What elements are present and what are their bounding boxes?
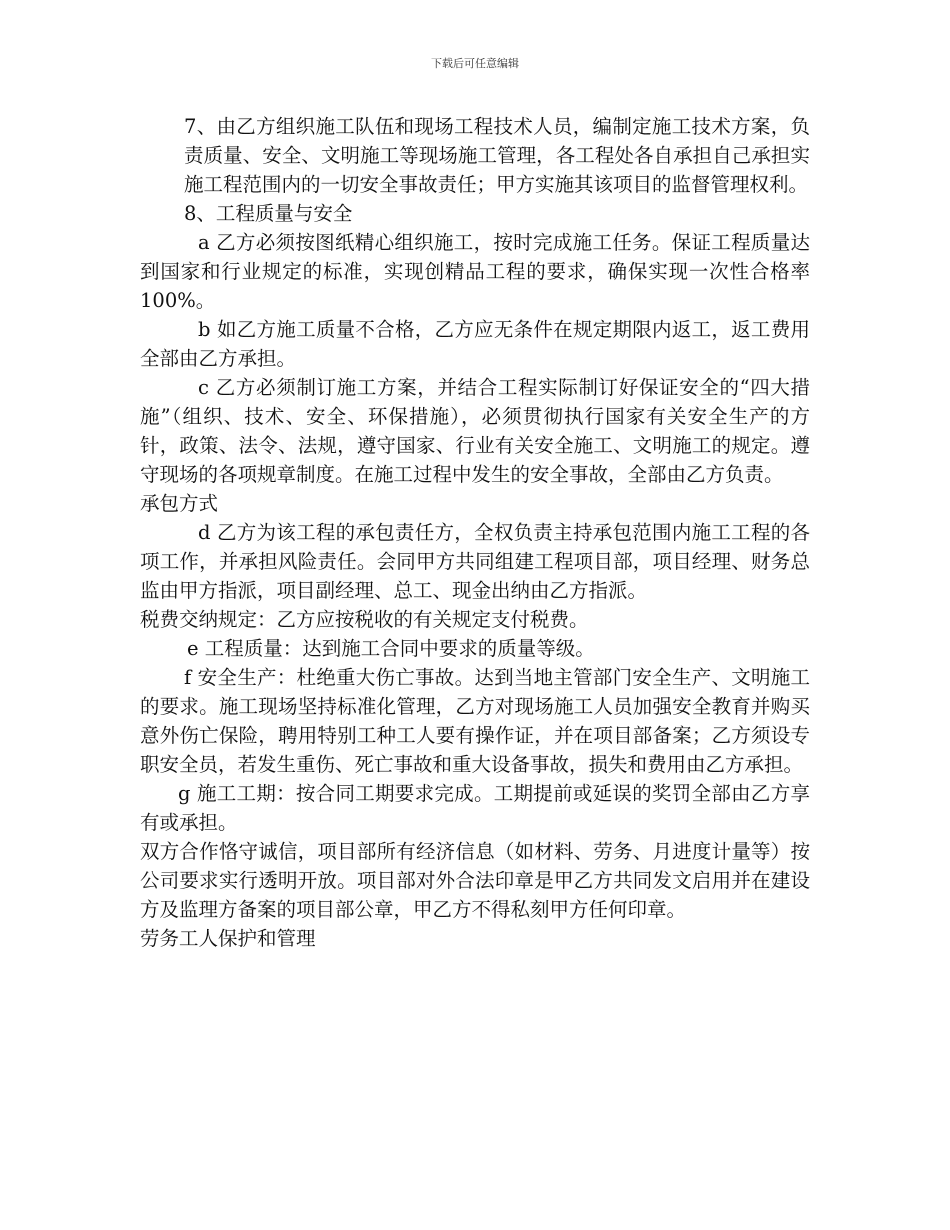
cooperation-integrity: 双方合作恪守诚信，项目部所有经济信息（如材料、劳务、月进度计量等）按公司要求实行透明开放。项目部对外合法印章是甲乙方共同发文启用并在建设方及监理方备案的项目部公章，甲乙方不得私刻甲方任何印章。 <box>140 840 810 921</box>
clause-c-safety-plan: c 乙方必须制订施工方案，并结合工程实际制订好保证安全的“四大措施”（组织、技术、安全、环保措施），必须贯彻执行国家有关安全生产的方针，政策、法令、法规，遵守国家、行业有关安全施工、文明施工的规定。遵守现场的各项规章制度。在施工过程中发生的安全事故，全部由乙方负责。 <box>140 376 810 486</box>
clause-b-rework: b 如乙方施工质量不合格，乙方应无条件在规定期限内返工，返工费用全部由乙方承担。 <box>140 318 810 370</box>
tax-rules: 税费交纳规定：乙方应按税收的有关规定支付税费。 <box>140 608 589 631</box>
clause-e-quality-grade: e 工程质量：达到施工合同中要求的质量等级。 <box>187 637 595 660</box>
document-body <box>140 112 810 953</box>
heading-contract-method: 承包方式 <box>140 492 219 515</box>
paragraph-7-construction-management: 7、由乙方组织施工队伍和现场工程技术人员，编制定施工技术方案，负责质量、安全、文明施工等现场施工管理，各工程处各自承担自己承担实施工程范围内的一切安全事故责任；甲方实施其该项目的监督管理权利。 <box>184 115 810 196</box>
clause-a-quality: a 乙方必须按图纸精心组织施工，按时完成施工任务。保证工程质量达到国家和行业规定的标准，实现创精品工程的要求，确保实现一次性合格率100%。 <box>140 231 810 312</box>
heading-8-quality-safety: 8、工程质量与安全 <box>184 202 353 225</box>
clause-g-schedule: g 施工工期：按合同工期要求完成。工期提前或延误的奖罚全部由乙方享有或承担。 <box>140 782 810 834</box>
clause-d-responsibility: d 乙方为该工程的承包责任方，全权负责主持承包范围内施工工程的各项工作，并承担风险责任。会同甲方共同组建工程项目部，项目经理、财务总监由甲方指派，项目副经理、总工、现金出纳由乙方指派。 <box>140 521 810 602</box>
heading-labor-protection: 劳务工人保护和管理 <box>140 927 316 950</box>
page-header: 下载后可任意编辑 <box>431 57 519 70</box>
clause-f-safe-production: f 安全生产：杜绝重大伤亡事故。达到当地主管部门安全生产、文明施工的要求。施工现场坚持标准化管理，乙方对现场施工人员加强安全教育并购买意外伤亡保险，聘用特别工种工人要有操作证，并在项目部备案；乙方须设专职安全员，若发生重伤、死亡事故和重大设备事故，损失和费用由乙方承担。 <box>140 666 810 776</box>
